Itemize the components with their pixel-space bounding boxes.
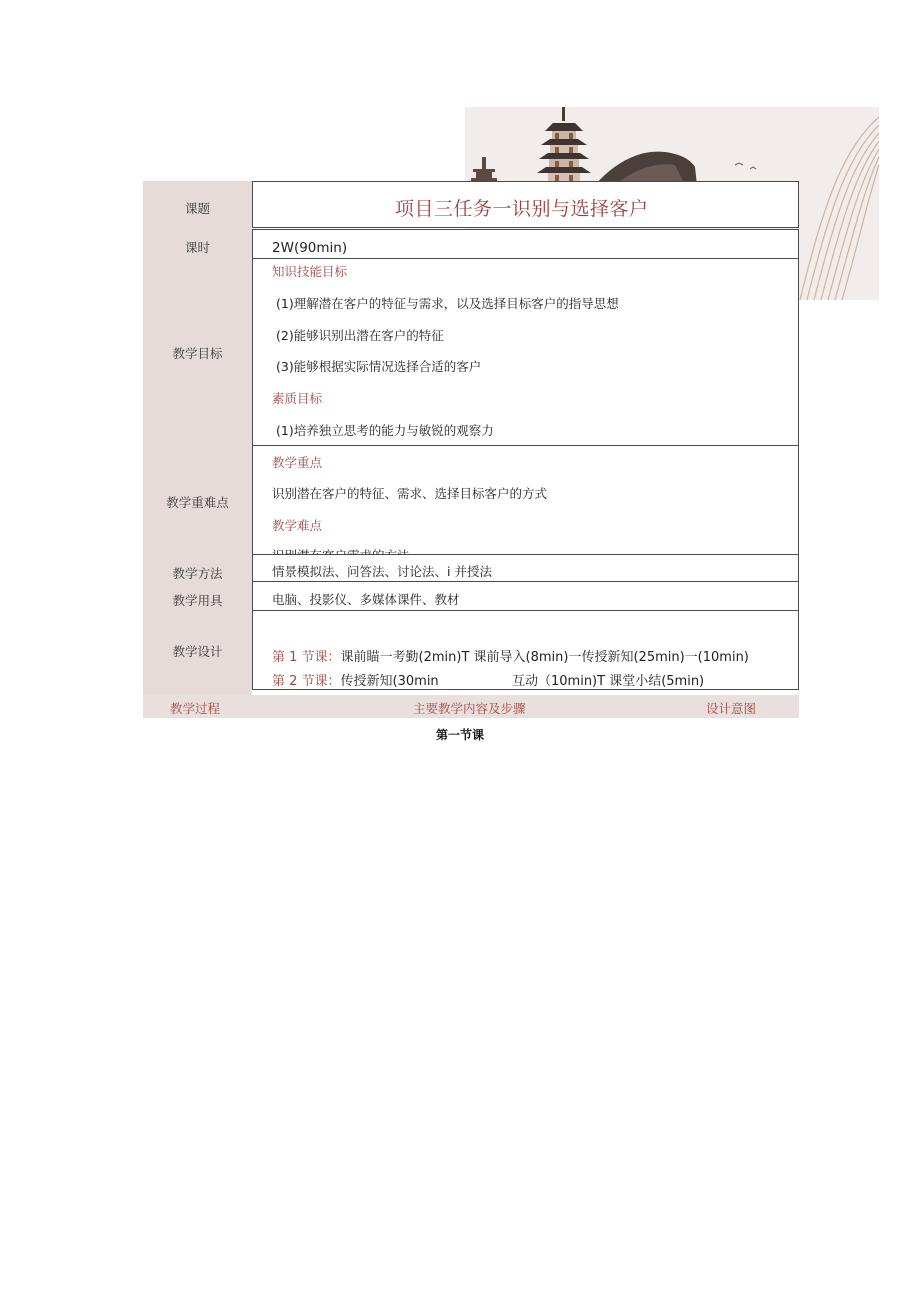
topic-label: 课题	[184, 201, 210, 216]
knowledge-item: (1)理解潜在客户的特征与需求，以及选择目标客户的指导思想	[276, 296, 619, 311]
lesson1-line	[272, 646, 749, 665]
objectives-label: 教学目标	[172, 346, 223, 361]
methods-value: 情景模拟法、问答法、讨论法、i 并授法	[272, 564, 492, 579]
section-caption: 第一节课	[435, 728, 484, 742]
knowledge-item: (3)能够根据实际情况选择合适的客户	[276, 359, 482, 374]
knowledge-item: (2)能够识别出潜在客户的特征	[276, 328, 444, 343]
lesson2-line	[272, 670, 439, 689]
hours-label: 课时	[184, 240, 210, 255]
difficulty-heading: 教学难点	[272, 518, 323, 533]
methods-label: 教学方法	[172, 566, 223, 581]
tools-cell	[252, 581, 799, 611]
tools-label: 教学用具	[172, 593, 223, 608]
lesson2-label: 第 2 节课：	[272, 674, 341, 689]
methods-cell	[252, 554, 799, 582]
hours-cell	[252, 229, 799, 259]
lesson1-label: 第 1 节课：	[272, 650, 341, 665]
lesson2-text-a: 传授新知(30min	[340, 674, 439, 689]
lesson-plan-table	[143, 181, 799, 718]
key-heading: 教学重点	[272, 455, 323, 470]
key-text: 识别潜在客户的特征、需求、选择目标客户的方式	[272, 486, 548, 501]
lesson-title: 项目三任务一识别与选择客户	[395, 198, 649, 220]
knowledge-heading: 知识技能目标	[272, 264, 348, 279]
hours-value: 2W(90min)	[272, 240, 348, 256]
design-cell	[252, 610, 799, 690]
intent-header: 设计意图	[706, 701, 757, 716]
quality-item: (1)培养独立思考的能力与敏锐的观察力	[276, 423, 494, 438]
objectives-cell	[252, 258, 799, 446]
process-header: 教学过程	[170, 701, 221, 716]
quality-heading: 素质目标	[272, 391, 323, 406]
topic-cell	[252, 181, 799, 228]
key-points-label: 教学重难点	[166, 495, 229, 510]
lesson2-text-b: 互动（10min)T 课堂小结(5min)	[512, 674, 705, 689]
lesson1-text: 课前瞄一考勤(2min)T 课前导入(8min)一传授新知(25min)一(10min)	[340, 650, 749, 665]
label-column	[143, 181, 252, 718]
tools-value: 电脑、投影仪、多媒体课件、教材	[272, 592, 460, 607]
key-points-cell	[252, 445, 799, 555]
process-header-row	[143, 695, 799, 718]
design-label: 教学设计	[172, 644, 223, 659]
content-header: 主要教学内容及步骤	[413, 701, 526, 716]
